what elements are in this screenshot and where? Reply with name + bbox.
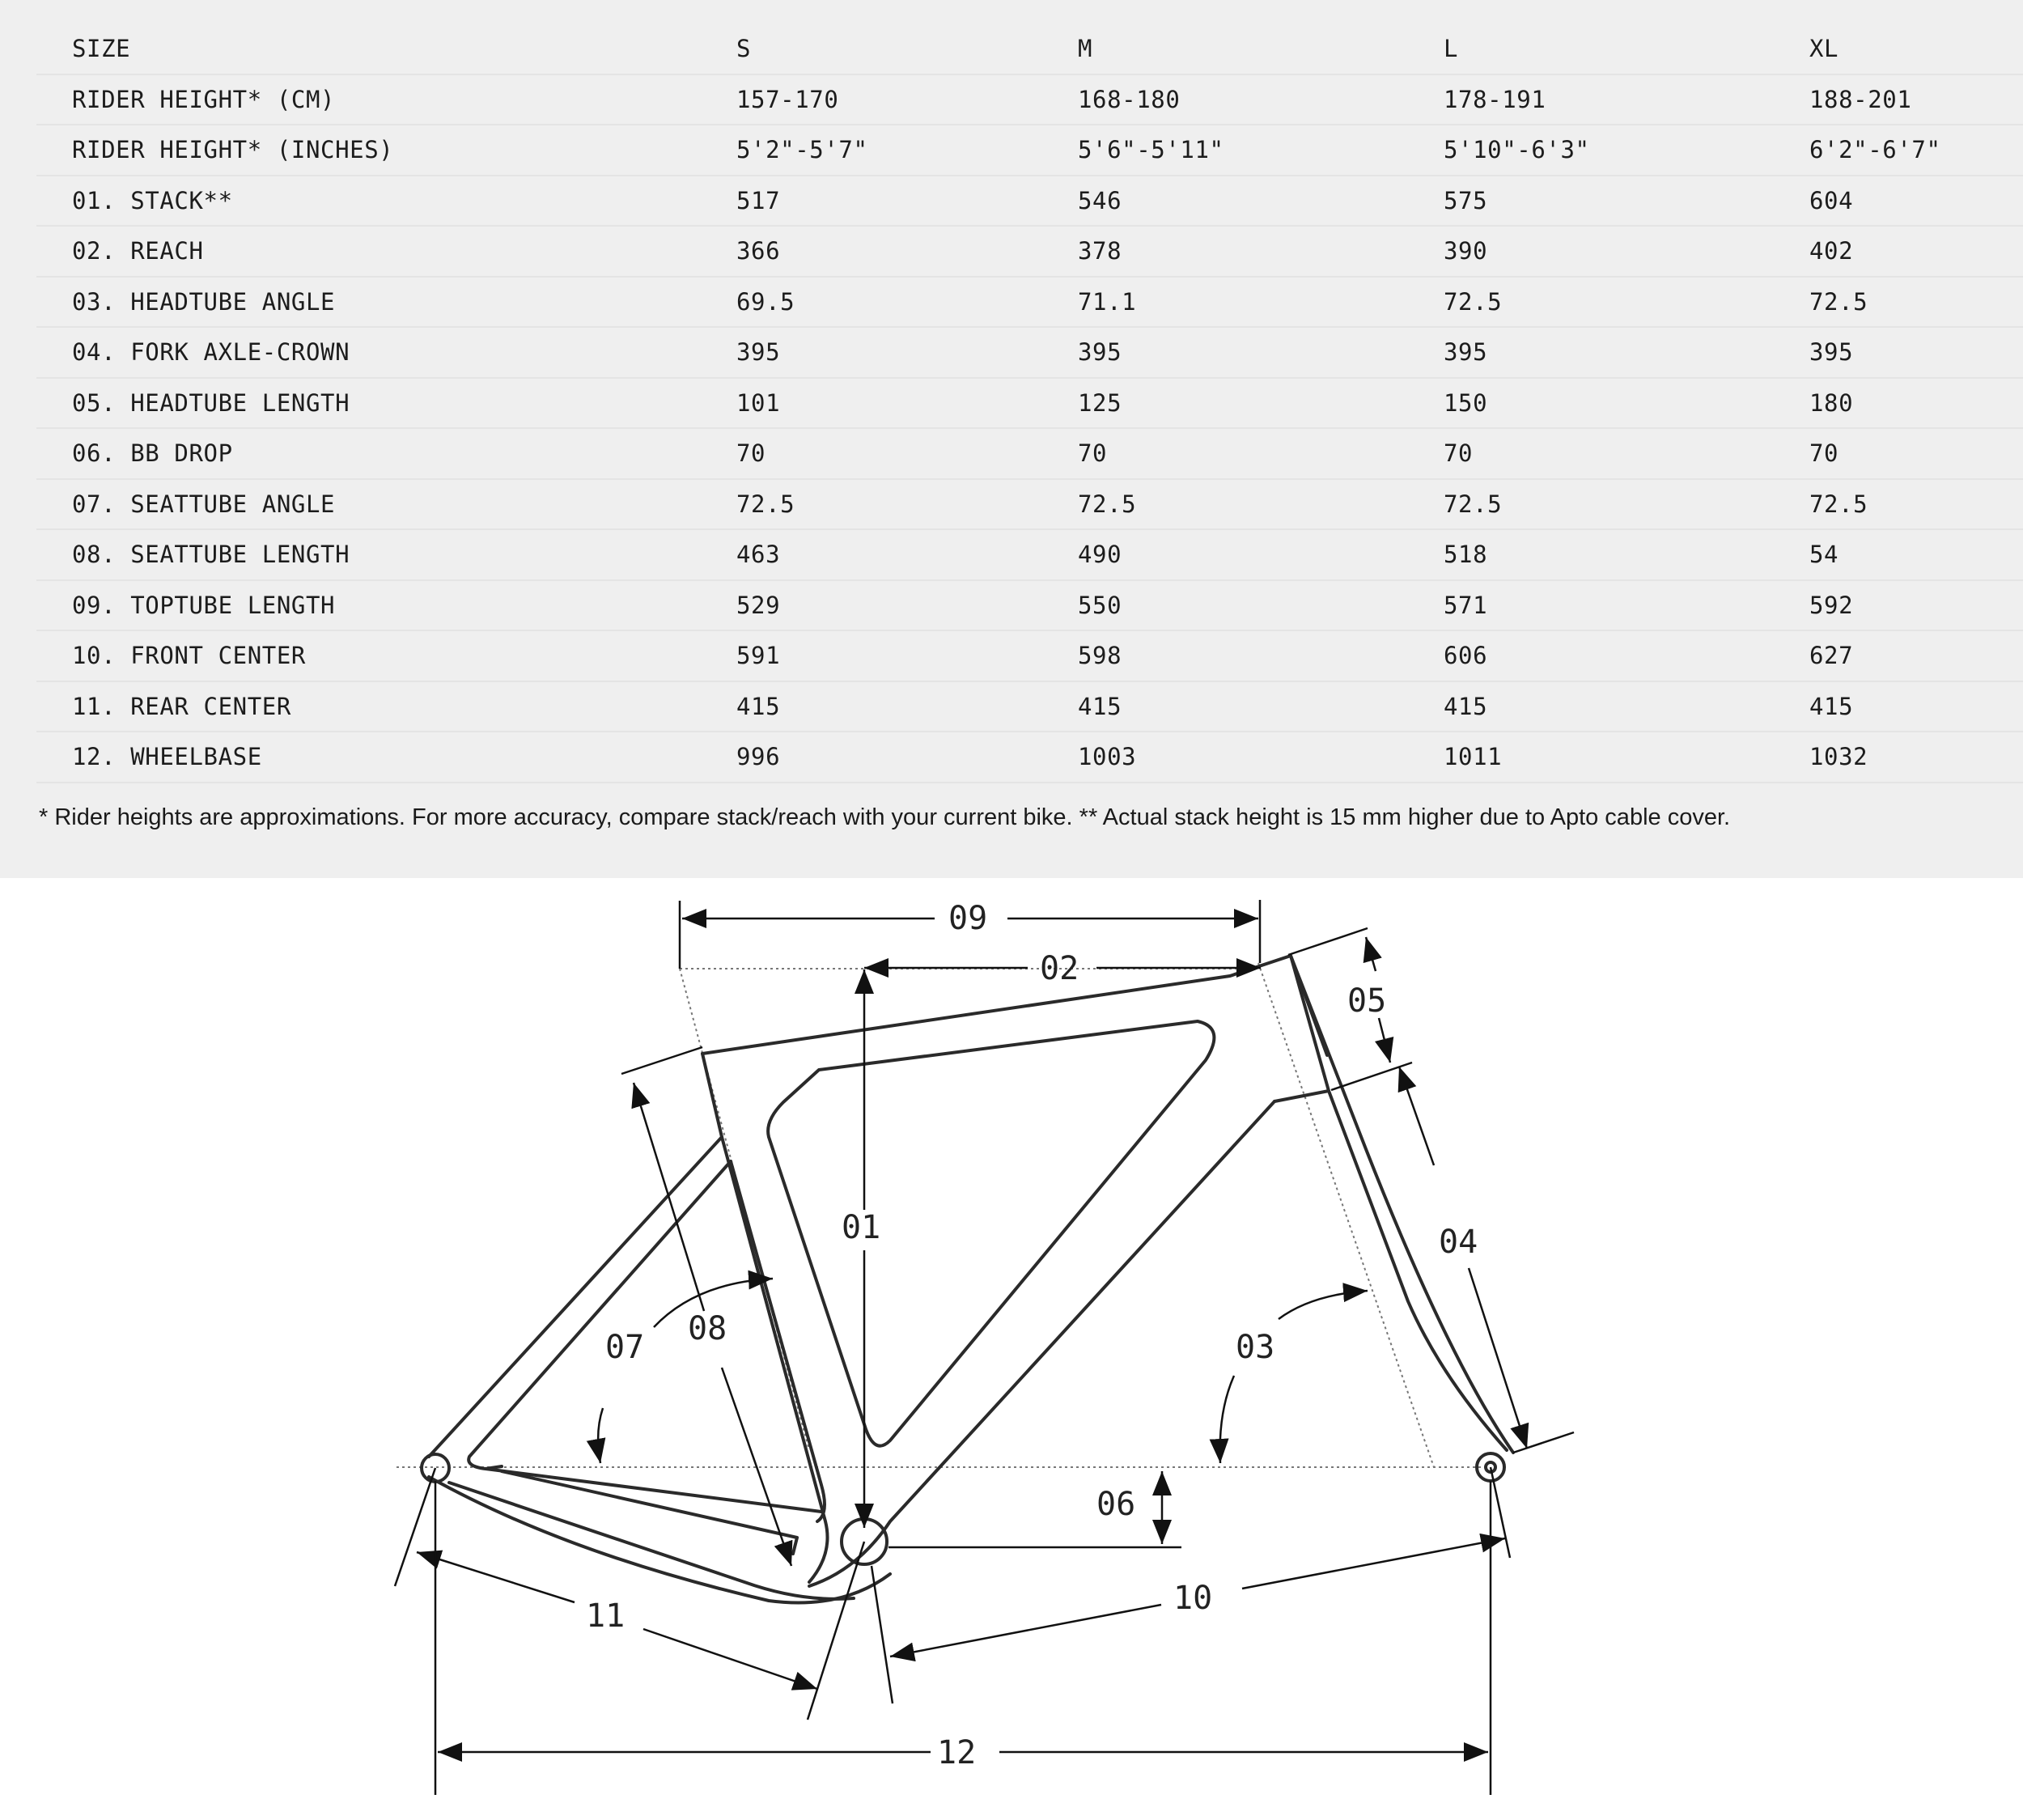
value-cell: 378 bbox=[1042, 226, 1408, 277]
table-row bbox=[36, 176, 2023, 227]
geometry-table bbox=[36, 24, 2023, 783]
row-label: 10. FRONT CENTER bbox=[36, 630, 701, 681]
bike-frame-outline bbox=[422, 956, 1513, 1603]
value-cell: 575 bbox=[1408, 176, 1774, 227]
value-cell: 5'6"-5'11" bbox=[1042, 125, 1408, 176]
value-cell: 463 bbox=[701, 529, 1042, 580]
value-cell: 70 bbox=[1042, 428, 1408, 479]
row-label: 07. SEATTUBE ANGLE bbox=[36, 479, 701, 530]
value-cell: 72.5 bbox=[1408, 277, 1774, 328]
row-label: 06. BB DROP bbox=[36, 428, 701, 479]
reference-lines bbox=[397, 963, 1489, 1467]
value-cell: 71.1 bbox=[1042, 277, 1408, 328]
table-row bbox=[36, 327, 2023, 378]
value-cell: 395 bbox=[701, 327, 1042, 378]
table-row bbox=[36, 529, 2023, 580]
value-cell: 69.5 bbox=[701, 277, 1042, 328]
label-02: 02 bbox=[1040, 950, 1079, 987]
value-cell: 72.5 bbox=[1042, 479, 1408, 530]
measurement-lines bbox=[395, 900, 1574, 1795]
value-cell: 125 bbox=[1042, 378, 1408, 429]
header-cell: L bbox=[1408, 24, 1774, 74]
row-label: 12. WHEELBASE bbox=[36, 732, 701, 783]
label-09: 09 bbox=[948, 900, 988, 937]
value-cell: 150 bbox=[1408, 378, 1774, 429]
header-cell: XL bbox=[1774, 24, 2023, 74]
table-row bbox=[36, 226, 2023, 277]
value-cell: 72.5 bbox=[1774, 277, 2023, 328]
table-header-row bbox=[36, 24, 2023, 74]
value-cell: 366 bbox=[701, 226, 1042, 277]
frame-geometry-diagram bbox=[0, 878, 2023, 1820]
label-11: 11 bbox=[586, 1597, 626, 1635]
table-row bbox=[36, 479, 2023, 530]
table-row bbox=[36, 681, 2023, 732]
row-label: 03. HEADTUBE ANGLE bbox=[36, 277, 701, 328]
value-cell: 54 bbox=[1774, 529, 2023, 580]
value-cell: 390 bbox=[1408, 226, 1774, 277]
row-label: 01. STACK** bbox=[36, 176, 701, 227]
header-cell: SIZE bbox=[36, 24, 701, 74]
value-cell: 550 bbox=[1042, 580, 1408, 631]
value-cell: 415 bbox=[1042, 681, 1408, 732]
header-cell: M bbox=[1042, 24, 1408, 74]
value-cell: 592 bbox=[1774, 580, 2023, 631]
table-row bbox=[36, 378, 2023, 429]
value-cell: 415 bbox=[1774, 681, 2023, 732]
value-cell: 70 bbox=[701, 428, 1042, 479]
value-cell: 529 bbox=[701, 580, 1042, 631]
label-12: 12 bbox=[937, 1734, 977, 1771]
label-06: 06 bbox=[1096, 1486, 1136, 1523]
value-cell: 1032 bbox=[1774, 732, 2023, 783]
value-cell: 395 bbox=[1042, 327, 1408, 378]
value-cell: 5'2"-5'7" bbox=[701, 125, 1042, 176]
value-cell: 415 bbox=[1408, 681, 1774, 732]
label-03: 03 bbox=[1236, 1329, 1275, 1366]
value-cell: 72.5 bbox=[1774, 479, 2023, 530]
table-row bbox=[36, 74, 2023, 125]
row-label: RIDER HEIGHT* (INCHES) bbox=[36, 125, 701, 176]
value-cell: 72.5 bbox=[701, 479, 1042, 530]
value-cell: 490 bbox=[1042, 529, 1408, 580]
value-cell: 996 bbox=[701, 732, 1042, 783]
table-row bbox=[36, 732, 2023, 783]
value-cell: 546 bbox=[1042, 176, 1408, 227]
row-label: RIDER HEIGHT* (CM) bbox=[36, 74, 701, 125]
table-row bbox=[36, 580, 2023, 631]
value-cell: 157-170 bbox=[701, 74, 1042, 125]
value-cell: 591 bbox=[701, 630, 1042, 681]
value-cell: 1011 bbox=[1408, 732, 1774, 783]
label-10: 10 bbox=[1173, 1580, 1213, 1617]
value-cell: 178-191 bbox=[1408, 74, 1774, 125]
row-label: 11. REAR CENTER bbox=[36, 681, 701, 732]
table-row bbox=[36, 277, 2023, 328]
value-cell: 70 bbox=[1408, 428, 1774, 479]
value-cell: 606 bbox=[1408, 630, 1774, 681]
value-cell: 5'10"-6'3" bbox=[1408, 125, 1774, 176]
value-cell: 604 bbox=[1774, 176, 2023, 227]
value-cell: 517 bbox=[701, 176, 1042, 227]
label-04: 04 bbox=[1439, 1224, 1478, 1261]
row-label: 05. HEADTUBE LENGTH bbox=[36, 378, 701, 429]
footnote: * Rider heights are approximations. For more accuracy, compare stack/reach with your current bike. ** Actual stack height is 15 mm higher due to Apto cable cover. bbox=[39, 804, 1731, 830]
value-cell: 70 bbox=[1774, 428, 2023, 479]
label-07: 07 bbox=[605, 1329, 645, 1366]
row-label: 08. SEATTUBE LENGTH bbox=[36, 529, 701, 580]
label-05: 05 bbox=[1347, 982, 1387, 1020]
value-cell: 518 bbox=[1408, 529, 1774, 580]
value-cell: 415 bbox=[701, 681, 1042, 732]
geometry-panel bbox=[0, 0, 2023, 878]
value-cell: 101 bbox=[701, 378, 1042, 429]
value-cell: 395 bbox=[1408, 327, 1774, 378]
value-cell: 571 bbox=[1408, 580, 1774, 631]
value-cell: 627 bbox=[1774, 630, 2023, 681]
table-row bbox=[36, 125, 2023, 176]
row-label: 04. FORK AXLE-CROWN bbox=[36, 327, 701, 378]
row-label: 09. TOPTUBE LENGTH bbox=[36, 580, 701, 631]
header-cell: S bbox=[701, 24, 1042, 74]
table-row bbox=[36, 630, 2023, 681]
value-cell: 180 bbox=[1774, 378, 2023, 429]
table-row bbox=[36, 428, 2023, 479]
value-cell: 395 bbox=[1774, 327, 2023, 378]
value-cell: 598 bbox=[1042, 630, 1408, 681]
row-label: 02. REACH bbox=[36, 226, 701, 277]
value-cell: 72.5 bbox=[1408, 479, 1774, 530]
value-cell: 168-180 bbox=[1042, 74, 1408, 125]
value-cell: 6'2"-6'7" bbox=[1774, 125, 2023, 176]
value-cell: 188-201 bbox=[1774, 74, 2023, 125]
label-01: 01 bbox=[842, 1209, 881, 1246]
value-cell: 1003 bbox=[1042, 732, 1408, 783]
value-cell: 402 bbox=[1774, 226, 2023, 277]
label-08: 08 bbox=[688, 1310, 727, 1347]
